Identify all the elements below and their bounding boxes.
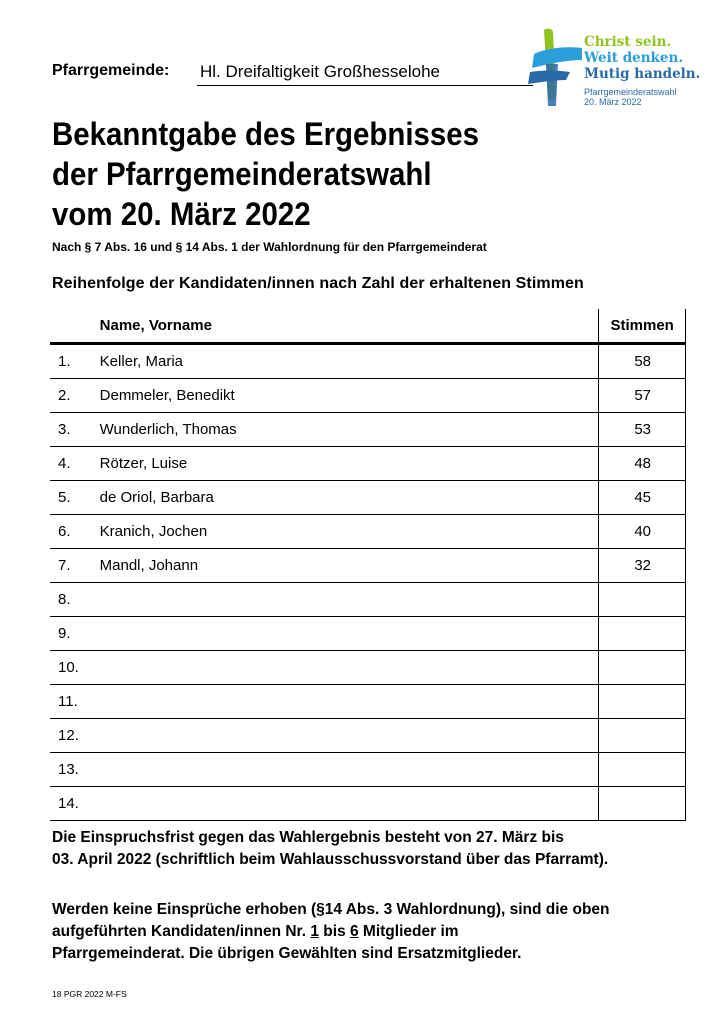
title-line-1: Bekanntgabe des Ergebnisses — [52, 116, 480, 152]
row-number: 3. — [50, 413, 100, 447]
row-number: 6. — [50, 515, 100, 549]
title-line-2: der Pfarrgemeinderatswahl — [52, 156, 432, 192]
title-line-3: vom 20. März 2022 — [52, 196, 311, 232]
table-row — [50, 617, 686, 651]
candidate-name: Wunderlich, Thomas — [100, 413, 599, 447]
vote-count: 40 — [599, 515, 686, 549]
table-row — [50, 481, 686, 515]
table-row — [50, 651, 686, 685]
membership-line-2-pre: aufgeführten Kandidaten/innen Nr. — [52, 923, 311, 940]
vote-count: 53 — [599, 413, 686, 447]
row-number: 12. — [50, 719, 100, 753]
candidate-name: Kranich, Jochen — [100, 515, 599, 549]
candidate-name: de Oriol, Barbara — [100, 481, 599, 515]
objection-line-1: Die Einspruchsfrist gegen das Wahlergebnis besteht von 27. März bis — [52, 829, 564, 846]
parish-label: Pfarrgemeinde: — [52, 62, 170, 79]
table-row — [50, 787, 686, 821]
row-number: 11. — [50, 685, 100, 719]
table-row — [50, 549, 686, 583]
candidate-name — [100, 651, 599, 685]
vote-count: 57 — [599, 379, 686, 413]
vote-count: 32 — [599, 549, 686, 583]
vote-count — [599, 617, 686, 651]
table-row — [50, 447, 686, 481]
membership-text — [52, 899, 610, 965]
row-number: 10. — [50, 651, 100, 685]
vote-count: 48 — [599, 447, 686, 481]
table-row — [50, 719, 686, 753]
table-header-row — [50, 309, 686, 344]
column-header-number — [50, 309, 100, 344]
logo-slogan-2: Weit denken. — [584, 50, 684, 66]
vote-count: 58 — [599, 344, 686, 379]
row-number: 8. — [50, 583, 100, 617]
column-header-votes: Stimmen — [599, 309, 686, 344]
candidate-name — [100, 719, 599, 753]
table-row — [50, 685, 686, 719]
candidate-name: Rötzer, Luise — [100, 447, 599, 481]
election-logo — [526, 24, 706, 110]
candidate-name — [100, 753, 599, 787]
vote-count — [599, 685, 686, 719]
logo-election-date: 20. März 2022 — [584, 97, 642, 107]
vote-count — [599, 719, 686, 753]
vote-count — [599, 753, 686, 787]
page-title — [52, 114, 479, 234]
row-number: 4. — [50, 447, 100, 481]
table-row — [50, 413, 686, 447]
candidate-name: Mandl, Johann — [100, 549, 599, 583]
membership-line-2-mid: bis — [318, 923, 350, 940]
row-number: 7. — [50, 549, 100, 583]
membership-line-2-post: Mitglieder im — [358, 923, 459, 940]
parish-underline — [197, 85, 533, 86]
candidate-name — [100, 787, 599, 821]
vote-count — [599, 651, 686, 685]
logo-slogan-1: Christ sein. — [584, 34, 672, 50]
parish-name: Hl. Dreifaltigkeit Großhesselohe — [200, 62, 440, 81]
row-number: 13. — [50, 753, 100, 787]
row-number: 1. — [50, 344, 100, 379]
vote-count — [599, 787, 686, 821]
table-row — [50, 583, 686, 617]
table-heading: Reihenfolge der Kandidaten/innen nach Zahl der erhaltenen Stimmen — [52, 275, 584, 292]
column-header-name: Name, Vorname — [100, 309, 599, 344]
candidate-name: Demmeler, Benedikt — [100, 379, 599, 413]
member-range-to: 6 — [350, 923, 359, 940]
document-code: 18 PGR 2022 M-FS — [52, 989, 127, 999]
objection-line-2: 03. April 2022 (schriftlich beim Wahlausschussvorstand über das Pfarramt). — [52, 851, 609, 868]
table-row — [50, 344, 686, 379]
membership-line-2 — [52, 921, 610, 943]
objection-period-text — [52, 827, 608, 871]
row-number: 9. — [50, 617, 100, 651]
candidate-name: Keller, Maria — [100, 344, 599, 379]
table-body — [50, 344, 686, 821]
row-number: 14. — [50, 787, 100, 821]
table-row — [50, 515, 686, 549]
candidate-name — [100, 617, 599, 651]
row-number: 5. — [50, 481, 100, 515]
vote-count — [599, 583, 686, 617]
candidate-name — [100, 685, 599, 719]
legal-reference: Nach § 7 Abs. 16 und § 14 Abs. 1 der Wahlordnung für den Pfarrgemeinderat — [52, 240, 487, 254]
results-table — [50, 309, 686, 821]
member-range-from: 1 — [310, 923, 319, 940]
logo-slogan-3: Mutig handeln. — [584, 66, 701, 82]
membership-line-1: Werden keine Einsprüche erhoben (§14 Abs. 3 Wahlordnung), sind die oben — [52, 901, 610, 918]
membership-line-3: Pfarrgemeinderat. Die übrigen Gewählten sind Ersatzmitglieder. — [52, 945, 522, 962]
row-number: 2. — [50, 379, 100, 413]
candidate-name — [100, 583, 599, 617]
logo-election-name: Pfarrgemeinderatswahl — [584, 87, 677, 97]
vote-count: 45 — [599, 481, 686, 515]
table-row — [50, 753, 686, 787]
table-row — [50, 379, 686, 413]
cross-logo-icon — [526, 24, 586, 110]
